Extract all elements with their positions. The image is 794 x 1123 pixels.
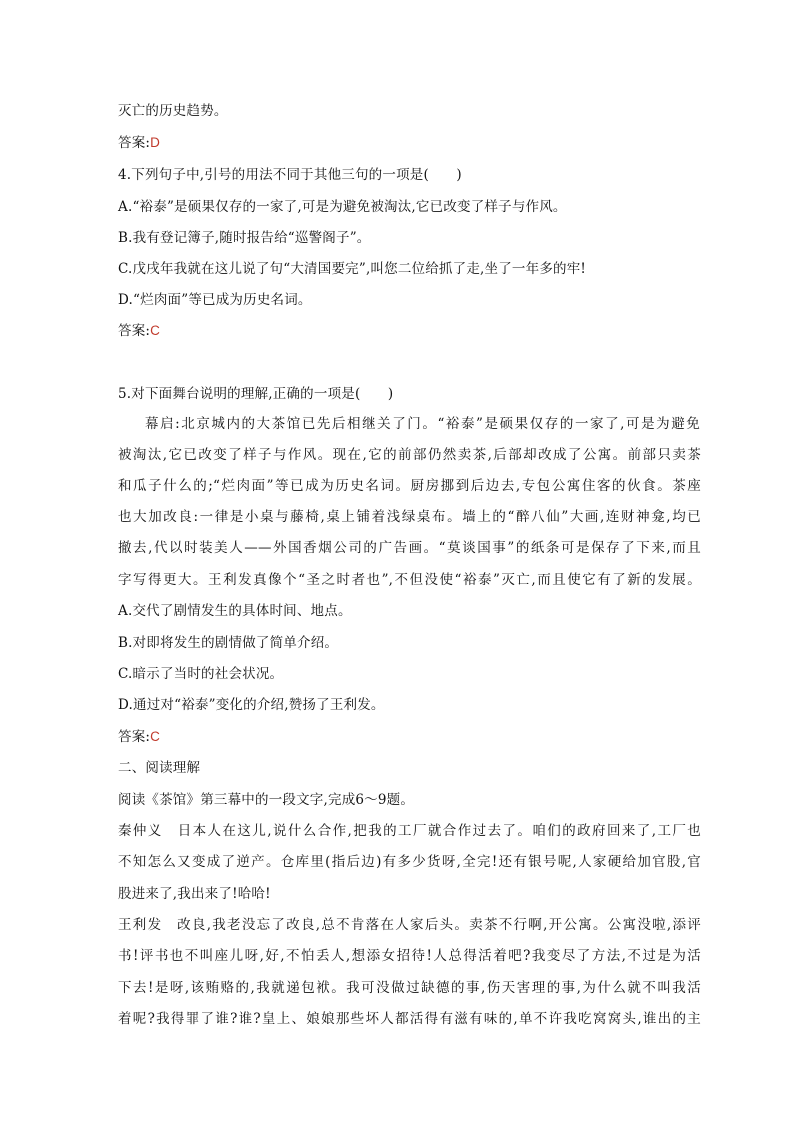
dialogue-line: 秦仲义 日本人在这儿,说什么合作,把我的工厂就合作过去了。咱们的政府回来了,工厂也 — [118, 823, 701, 839]
section-heading: 二、阅读理解 — [118, 760, 201, 776]
answer-value: C — [150, 323, 161, 338]
dialogue-line: 股进来了,我出来了!哈哈! — [118, 886, 271, 902]
option-b: B.我有登记簿子,随时报告给“巡警阁子”。 — [118, 230, 371, 246]
reading-instruction: 阅读《茶馆》第三幕中的一段文字,完成6～9题。 — [118, 792, 415, 808]
dialogue-line: 下去!是呀,该贿赂的,我就递包袱。我可没做过缺德的事,伤天害理的事,为什么就不叫我活 — [118, 980, 701, 996]
dialogue-line: 书!评书也不叫座儿呀,好,不怕丢人,想添女招待!人总得活着吧?我变尽了方法,不过是为活 — [118, 948, 701, 964]
dialogue-line: 不知怎么又变成了逆产。仓库里(指后边)有多少货呀,全完!还有银号呢,人家硬给加官股,官 — [118, 854, 701, 870]
text-line: 灭亡的历史趋势。 — [118, 103, 228, 119]
option-b: B.对即将发生的剧情做了简单介绍。 — [118, 635, 339, 651]
option-c: C.戊戌年我就在这儿说了句“大清国要完”,叫您二位给抓了走,坐了一年多的牢! — [118, 261, 587, 277]
passage-line: 被淘汰,它已改变了样子与作风。现在,它的前部仍然卖茶,后部却改成了公寓。前部只卖茶 — [118, 447, 701, 463]
answer-line — [118, 727, 718, 747]
question-5: 5.对下面舞台说明的理解,正确的一项是( ) — [118, 386, 394, 402]
dialogue-line: 王利发 改良,我老没忘了改良,总不肯落在人家后头。卖茶不行啊,开公寓。公寓没啦,添评 — [118, 917, 701, 933]
answer-line — [118, 133, 718, 153]
answer-line — [118, 321, 718, 341]
answer-label: 答案: — [118, 323, 151, 339]
passage-line: 也大加改良:一律是小桌与藤椅,桌上铺着浅绿桌布。墙上的“醉八仙”大画,连财神龛,均已 — [118, 509, 701, 525]
option-a: A.交代了剧情发生的具体时间、地点。 — [118, 603, 352, 619]
answer-label: 答案: — [118, 729, 151, 745]
option-c: C.暗示了当时的社会状况。 — [118, 666, 284, 682]
option-a: A.“裕泰”是硕果仅存的一家了,可是为避免被淘汰,它已改变了样子与作风。 — [118, 199, 567, 215]
passage-line: 和瓜子什么的;“烂肉面”等已成为历史名词。厨房挪到后边去,专包公寓住客的伙食。茶座 — [118, 478, 701, 494]
question-4: 4.下列句子中,引号的用法不同于其他三句的一项是( ) — [118, 167, 462, 183]
passage-line: 撤去,代以时装美人——外国香烟公司的广告画。“莫谈国事”的纸条可是保存了下来,而且 — [118, 540, 701, 556]
passage-line: 幕启:北京城内的大茶馆已先后相继关了门。“裕泰”是硕果仅存的一家了,可是为避免 — [145, 416, 700, 432]
dialogue-line: 着呢?我得罪了谁?谁?皇上、娘娘那些坏人都活得有滋有味的,单不许我吃窝窝头,谁出的主 — [118, 1011, 701, 1027]
answer-value: C — [150, 729, 161, 744]
answer-value: D — [150, 135, 161, 150]
option-d: D.“烂肉面”等已成为历史名词。 — [118, 292, 312, 308]
passage-line: 字写得更大。王利发真像个“圣之时者也”,不但没使“裕泰”灭亡,而且使它有了新的发展。 — [118, 572, 701, 588]
option-d: D.通过对“裕泰”变化的介绍,赞扬了王利发。 — [118, 697, 385, 713]
answer-label: 答案: — [118, 135, 151, 151]
